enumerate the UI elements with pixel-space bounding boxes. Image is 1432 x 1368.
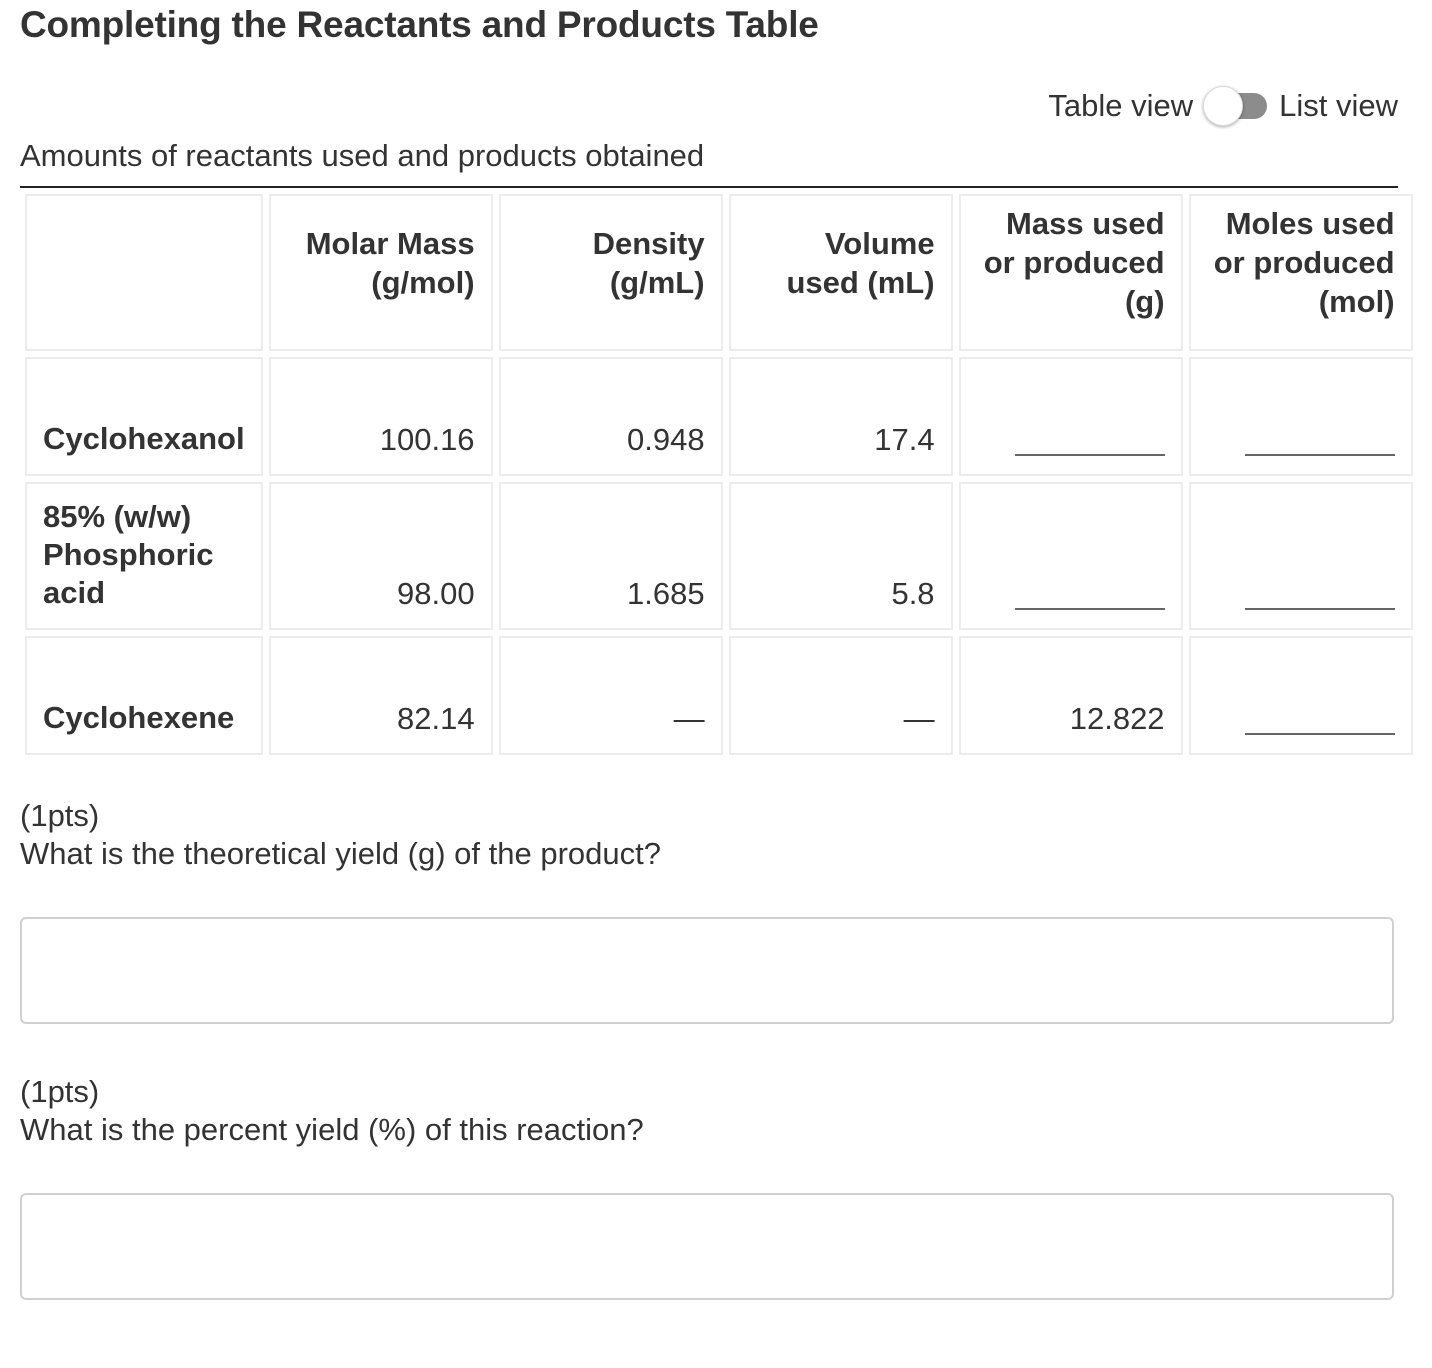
header-molar-mass: Molar Mass (g/mol) [269,194,493,351]
table-row [25,482,1413,630]
moles-blank-input[interactable] [1245,608,1395,610]
volume-cell: 17.4 [729,357,953,476]
question-2-points: (1pts) [20,1074,100,1109]
question-1 [20,797,661,873]
volume-cell: — [729,636,953,755]
table-view-label[interactable]: Table view [1048,88,1194,123]
question-2 [20,1073,644,1149]
density-cell: — [499,636,723,755]
table-row [25,357,1413,476]
percent-yield-input[interactable] [20,1193,1394,1300]
mass-cell [959,482,1183,630]
molar-mass-cell: 100.16 [269,357,493,476]
row-name-cell: Cyclohexanol [25,357,263,476]
moles-cell [1189,482,1413,630]
moles-cell [1189,357,1413,476]
header-moles: Moles used or produced (mol) [1189,194,1413,351]
question-2-text: What is the percent yield (%) of this reaction? [20,1112,644,1147]
page-title: Completing the Reactants and Products Table [20,4,819,45]
row-name-cell: Cyclohexene [25,636,263,755]
question-1-points: (1pts) [20,798,100,833]
table-caption: Amounts of reactants used and products obtained [20,138,705,173]
mass-blank-input[interactable] [1015,608,1165,610]
row-name-cell: 85% (w/w) Phosphoric acid [25,482,263,630]
molar-mass-cell: 82.14 [269,636,493,755]
moles-blank-input[interactable] [1245,733,1395,735]
switch-knob[interactable] [1203,86,1243,126]
volume-cell: 5.8 [729,482,953,630]
header-mass: Mass used or produced (g) [959,194,1183,351]
question-1-text: What is the theoretical yield (g) of the product? [20,836,661,871]
mass-cell: 12.822 [959,636,1183,755]
moles-cell [1189,636,1413,755]
molar-mass-cell: 98.00 [269,482,493,630]
moles-blank-input[interactable] [1245,454,1395,456]
view-toggle [1048,86,1398,126]
header-cell-empty [25,194,263,351]
density-cell: 0.948 [499,357,723,476]
header-row [25,194,1413,351]
list-view-label[interactable]: List view [1279,88,1398,123]
view-toggle-switch[interactable] [1203,86,1269,126]
table-row [25,636,1413,755]
mass-blank-input[interactable] [1015,454,1165,456]
reactants-products-table [19,188,1419,761]
header-volume: Volume used (mL) [729,194,953,351]
header-density: Density (g/mL) [499,194,723,351]
density-cell: 1.685 [499,482,723,630]
mass-cell [959,357,1183,476]
theoretical-yield-input[interactable] [20,917,1394,1024]
